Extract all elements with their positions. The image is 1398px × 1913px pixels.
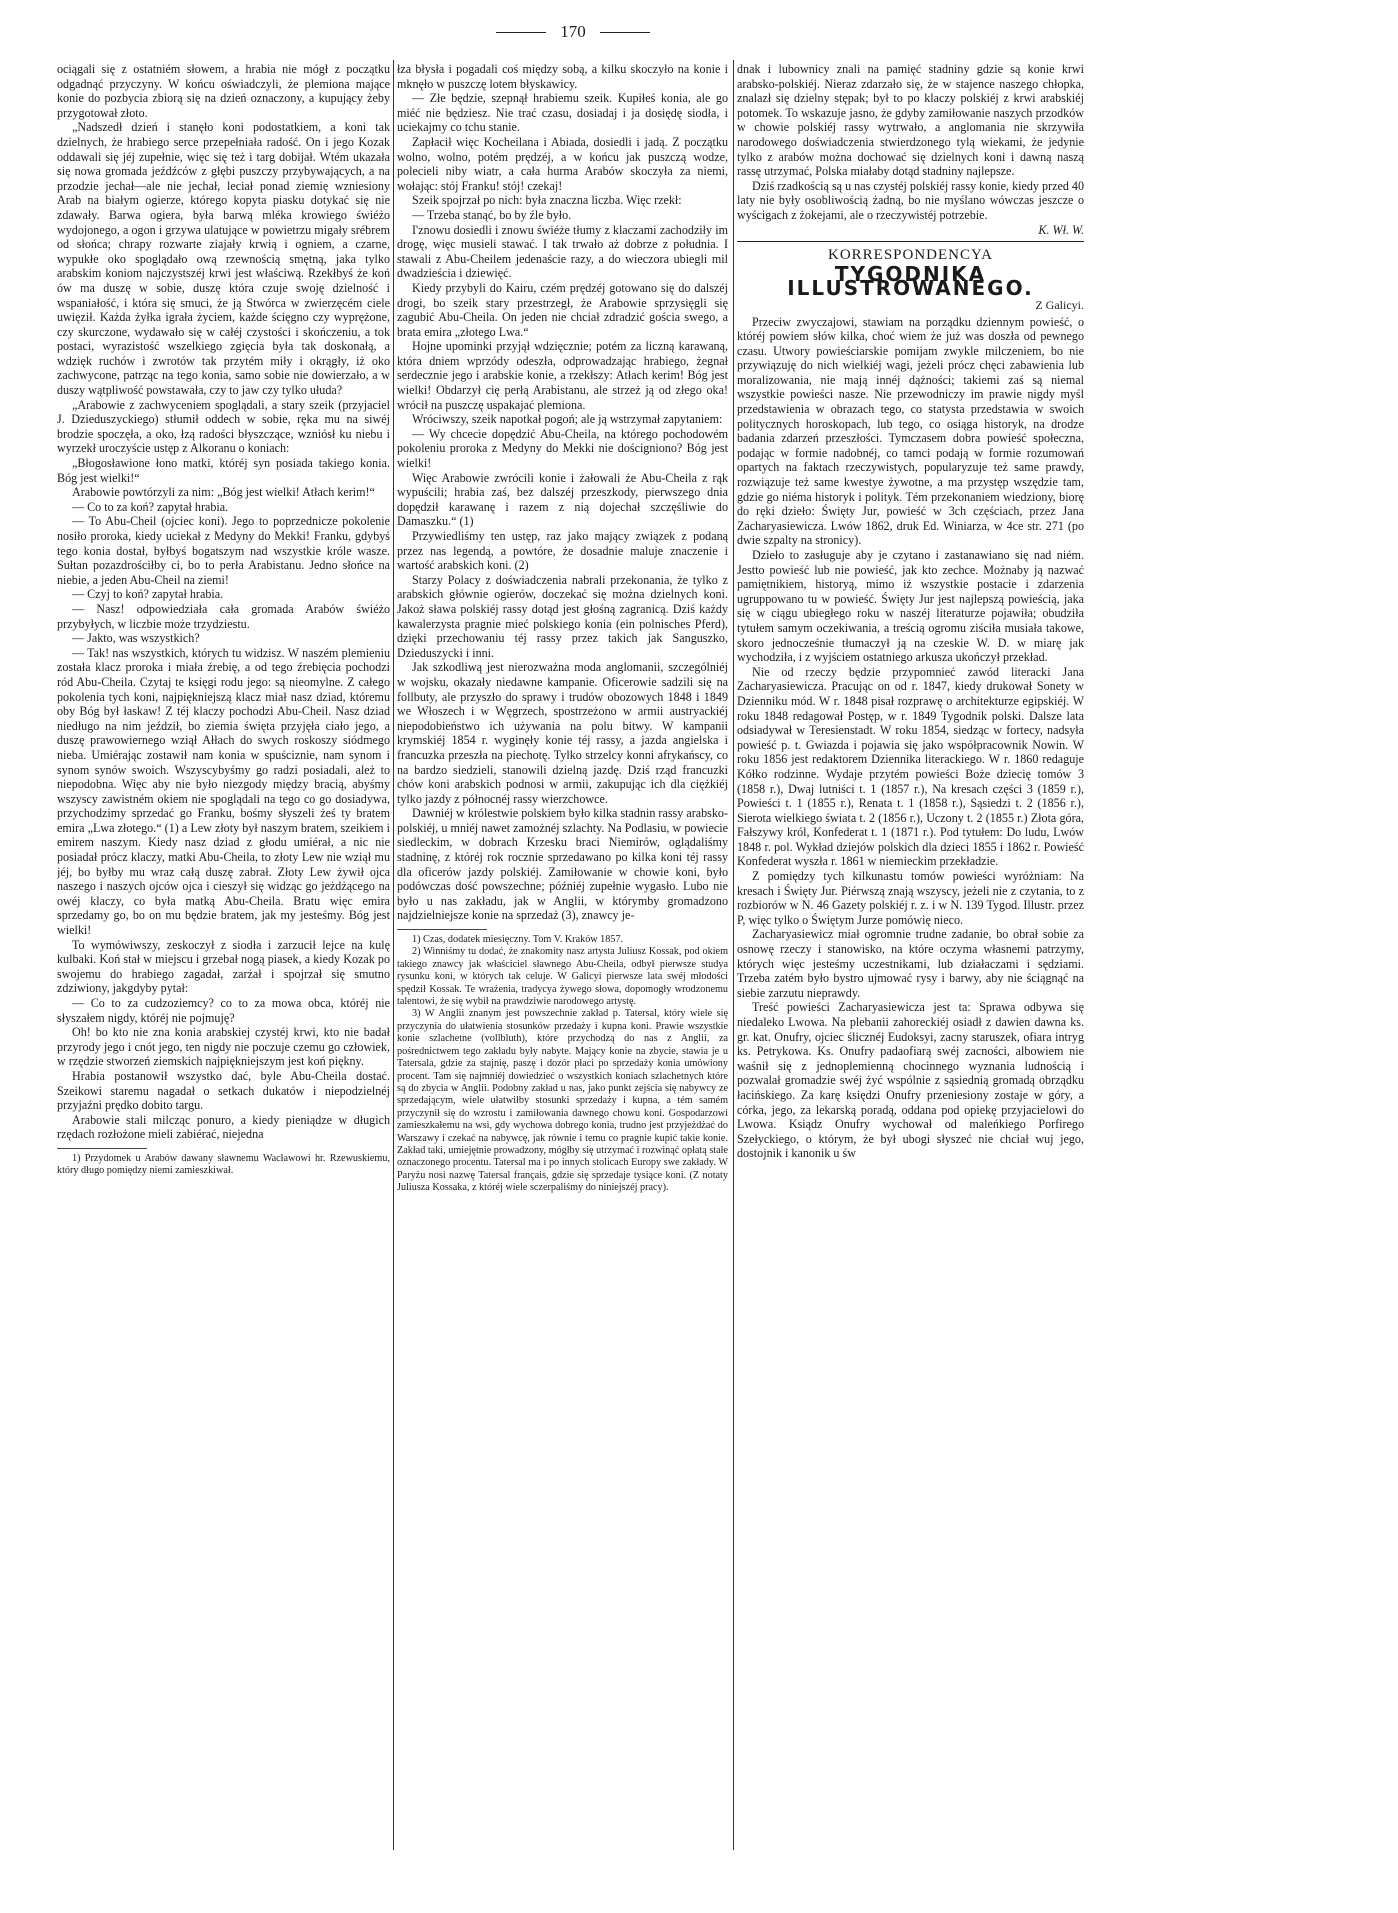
column-divider bbox=[393, 60, 394, 1850]
paragraph: Dziś rzadkością są u nas czystéj polskiéj rassy konie, kiedy przed 40 laty nie były osobliwością żadną, bo nie myślano wówczas jeszcze o wyścigach z żokejami, ale o rzeczywistéj potrzebie. bbox=[737, 178, 1084, 222]
section-rule bbox=[737, 241, 1084, 242]
footnote: 2) Winniśmy tu dodać, że znakomity nasz artysta Juliusz Kossak, pod okiem takiego znawcy jak właściciel sławnego Abu-Cheila, odbył pierwsze studya rysunku koni, w których tak celuje. W Galicyi pierwsze lata swéj młodości spędził Kossak. Te wrażenia, tradycya żywego słowa, dopomogły wrodzonemu talentowi, że się wybił na prawdziwie narodowego artystę. bbox=[397, 946, 728, 1008]
footnote: 3) W Anglii znanym jest powszechnie zakład p. Tatersal, który wiele się przyczynia do ułatwienia stosunków przedaży i kupna koni. Prawie wszystkie konie szlachetne (vollbluth), które przychodzą do nas z Anglii, za pośrednictwem tego zakładu były nabyte. Mający konie na zbycie, stawia je u Tatersala, gdzie za stajnię, paszę i dozór płaci po sprzedaży konia umówiony procent. Tam się najmniéj dowiedzieć o wszystkich koniach szlachetnych które są do zbycia w Anglii. Podobny zakład u nas, jako punkt zejścia się nabywcy ze sprzedającym, wiele ułatwiłby stosunki sprzedaży i kupna, a tém samém przyczynił się do wzrostu i zamiłowania dawnego chowu koni. Gospodarzowi zamieszkałemu na wsi, gdy wychowa dobrego konia, trudno jest przyjeżdżać do Warszawy i czekać na nabywcę, jak równie i temu co pragnie kupić takie konie. Zakład taki, umiejętnie prowadzony, mógłby się utrzymać i rozwinąć opłatą stałe oznaczonego procentu. Tatersal ma i po innych stolicach Europy swe zakłady. W Paryżu nosi nazwę Tatersal français, gdzie się sprzedaje tysiące koni. (Z notaty Juliusza Kossaka, z któréj wiele sczerpaliśmy do niniejszéj pracy). bbox=[397, 1008, 728, 1194]
paragraph: — Nasz! odpowiedziała cała gromada Arabów świéżo przybyłych, w liczbie może trzydziestu. bbox=[57, 601, 390, 631]
paragraph: — Trzeba stanąć, bo by źle było. bbox=[412, 207, 572, 222]
paragraph: To wymówiwszy, zeskoczył z siodła i zarzucił lejce na kulę kulbaki. Koń stał w miejscu i grzebał nogą piasek, a kiedy Kozak po swojemu do hrabiego zagadał, zarżał i spojrzał się smutno zdziwiony, jakgdyby pytał: bbox=[57, 937, 390, 996]
column-2 bbox=[397, 62, 728, 1842]
paragraph: Nie od rzeczy będzie przypomnieć zawód literacki Jana Zacharyasiewicza. Pracując on od r. 1847, kiedy drukował Sonety w Dzienniku mód. W r. 1848 pisał rozprawę o architekturze egipskiéj. W roku 1848 redagował Postęp, w r. 1849 Tygodnik polski. Dalsze lata odsiadywał w Teresienstadt. W roku 1854, siedząc w fortecy, nadsyła powieść p. t. Gwiazda i pojawia się jako współpracownik Nowin. W roku 1856 jest redaktorem Dziennika literackiego. W r. 1860 redaguje Kółko rodzinne. Wydaje przytém powieści Boże dziecię tomów 3 (1858 r.), Dwaj lutniści t. 1 (1857 r.), Na kresach części 3 (1859 r.), Powieści t. 1 (1855 r.), Renata t. 1 (1858 r.), Sąsiedzi t. 2 (1856 r.), Sierota wielkiego świata t. 2 (1856 r.), Uczony t. 2 (1855 r.) Złota góra, Fałszywy król, Konfederat t. 1 (1871 r.). Pod tytułem: Do ludu, Lwów 1848 r. pol. Wykład dziejów polskich dla dzieci 1855 i 1862 r. Powieść Konfederat wyszła r. 1861 w niemieckim przekładzie. bbox=[737, 664, 1084, 869]
paragraph: — Czyj to koń? zapytał hrabia. bbox=[72, 587, 224, 602]
paragraph: Z pomiędzy tych kilkunastu tomów powieści wyróżniam: Na kresach i Święty Jur. Piérwszą znają wszyscy, jeżeli nie z czytania, to z rozbiorów w N. 46 Gazety polskiéj r. z. i w N. 139 Tygod. Illustr. przez P, więc tylko o Świętym Jurze pomówię nieco. bbox=[737, 869, 1084, 927]
paragraph: Kiedy przybyli do Kairu, czém prędzéj gotowano się do dalszéj drogi, bo szeik stary przestrzegł, że Arabowie sprzysięgli się zagubić Abu-Cheila. On jeden nie chciał zdradzić gościa swego, a brata emira „złotego Lwa.“ bbox=[397, 280, 728, 339]
paragraph: Dzieło to zasługuje aby je czytano i zastanawiano się nad niém. Jestto powieść lub nie powieść, jak kto zechce. Możnaby ją nazwać pamiętnikiem, historyą, mimo iż wszystkie postacie i zdarzenia ugruppowano tu w powieść. Święty Jur jest najlepszą powieścią, jaka się w ciągu ubiegłego roku w naszéj literaturze pojawiła; obudziła tytułem samym oczekiwania, a treścią ogromu ziściła musiała takowe, skoro jednocześnie tłumaczył ją na czeskie W. D. w miarę jak wychodziła, i z wyjściem ostatniego arkusza ukończył przekład. bbox=[737, 548, 1084, 665]
paragraph: Szeik spojrzał po nich: była znaczna liczba. Więc rzekł: bbox=[412, 193, 682, 208]
paragraph: Dawniéj w królestwie polskiem było kilka stadnin rassy arabsko-polskiéj, u mniéj nawet zamożnéj szlachty. Na Podlasiu, w powiecie siedleckim, w dobrach Krzesku braci Niemirów, oglądaliśmy stadninę, z któréj rok rocznie sprzedawano po kilka koni téj rassy dla oficerów jazdy polskiéj. Zamiłowanie w chowie koni, było podówczas dość powszechne; późniéj zupełnie wygasło. Lubo nie było u nas zakładu, jak w Anglii, w którymby gromadzono najdzielniejsze konie na sprzedaż (3), znawcy je- bbox=[397, 806, 728, 923]
paragraph: — Jakto, was wszystkich? bbox=[72, 631, 200, 646]
section-heading: KORRESPONDENCYA bbox=[827, 247, 994, 264]
paragraph: — Złe będzie, szepnął hrabiemu szeik. Kupiłeś konia, ale go miéć nie będziesz. Nie trać czasu, dosiadaj i ja dosiędę siodła, i uciekajmy co tchu stanie. bbox=[397, 91, 728, 135]
paragraph: Oh! bo kto nie zna konia arabskiej czystéj krwi, kto nie badał przyrody jego i cnót jego, ten nigdy nie poczuje czemu go człowiek, w rzędzie stworzeń ziemskich najpiękniejszym jest koń piękny. bbox=[57, 1025, 390, 1069]
paragraph: Zacharyasiewicz miał ogromnie trudne zadanie, bo obrał sobie za osnowę rzeczy i stanowisko, na które oczyma własnemi patrzymy, których więc jesteśmy uczestnikami, lub działaczami i sędziami. Trzeba zatém było bystro ujmować rysy i barwy, aby nie ściągnąć na siebie zarzutu nieprawdy. bbox=[737, 927, 1084, 1000]
paragraph: Więc Arabowie zwrócili konie i żałowali że Abu-Cheila z rąk wypuścili; hrabia zaś, bez dalszéj przeszkody, pierwszego dnia dopędził karawanę i razem z nią dojechał szczęśliwie do Damaszku.“ (1) bbox=[397, 470, 728, 529]
paragraph: — Co to za koń? zapytał hrabia. bbox=[72, 499, 229, 514]
header-rule-left bbox=[496, 32, 546, 33]
paragraph: ociągali się z ostatniém słowem, a hrabia nie mógł z początku odgadnąć przyczyny. W końcu oświadczyli, że plemiona mające konie do pozbycia zbiorą się na dzień oznaczony, a kupujący żeby przygotował złoto. bbox=[57, 62, 390, 120]
footnote: 1) Przydomek u Arabów dawany sławnemu Wacławowi hr. Rzewuskiemu, który długo pomiędzy niemi zamieszkiwał. bbox=[57, 1152, 390, 1177]
paragraph: — Wy chcecie dopędzić Abu-Cheila, na którego pochodowém pokoleniu proroka z Medyny do Mekki nie dościgniono? Bóg jest wielki! bbox=[397, 426, 728, 471]
column-1 bbox=[57, 62, 390, 1858]
paragraph: łza błysła i pogadali coś między sobą, a kilku skoczyło na konie i mknęło w puszczę lotem błyskawicy. bbox=[397, 62, 728, 91]
paragraph: I'znowu dosiedli i znowu świéże tłumy z klaczami zachodziły im drogę, więc musieli stawać. I tak trwało aż dobrze z południa. I stawali z Abu-Cheilem jedenaście razy, a do wieczora ubiegli mil dwadzieścia i dziewięć. bbox=[397, 222, 728, 281]
footnote-rule bbox=[397, 929, 487, 930]
dateline: Z Galicyi. bbox=[1035, 297, 1084, 312]
paragraph: Zapłacił więc Kocheilana i Abiada, dosiedli i jadą. Z początku wolno, wolno, potém prędzéj, a w końcu jak puszczą wodze, polecieli niby wiatr, a cała hurma Arabów skoczyła za niemi, wołając: stój Franku! stój! czekaj! bbox=[397, 134, 728, 193]
paragraph: Arabowie stali milcząc ponuro, a kiedy pieniądze w długich rzędach rozłożone mieli zabiérać, niejedna bbox=[57, 1112, 390, 1142]
page-header bbox=[0, 22, 1146, 42]
page-number: 170 bbox=[560, 22, 586, 41]
paragraph: „Nadszedł dzień i stanęło koni podostatkiem, a koni tak dzielnych, że hrabiego serce przepełniała radość. On i jego Kozak oddawali się jéj zupełnie, więc się też i targ dobijał. Wtém ukazała się nowa gromada jeźdźców z głębi puszczy przybywających, a na przodzie jechał—ale nie jechał, leciał ponad ziemię wzniesiony Arab na białym ogierze, którego kopyta piasku dotykać się nie zdawały. Barwa ogiera, była barwą mléka krowiego świéżo wydojonego, a ogon i grzywa ulatujące w powietrzu migały srébrem od słońca; chrapy rozwarte ziajały krwią i ogniem, a czarne, wypukłe oko spoglądało ową rzewnością smętną, jaka tylko arabskim koniom najczystszéj krwi jest właściwą. Rzekłbyś że koń ów ma duszę w sobie, duszę która czuje swoję dzielność i wspaniałość, i która się smuci, że ją Stwórca w zwierzęcém ciele uwięził. Każda żyłka igrała życiem, każde ścięgno czy wyprężone, czy skurczone, wydawało się w całéj czystości i skończeniu, a tok postaci, wyrazistość wszelkiego zgięcia była tak doskonałą, a wdzięk ruchów i zwrotów tak przytém miły i okrągły, iż oko zachwycone, patrząc na tego konia, samo sobie nie dowierzało, a w duszy wątpliwość powstawała, czy to jaw czy tylko ułuda? bbox=[57, 120, 390, 398]
section-masthead: TYGODNIKA ILLUSTROWANEGO. bbox=[787, 261, 1034, 301]
column-divider bbox=[733, 60, 734, 1850]
paragraph: Jak szkodliwą jest nierozważna moda anglomanii, szczególniéj w wojsku, okazały niedawne kampanie. Oficerowie sadzili się na follbuty, ale przyszło do sprawy i trudów obozowych 1848 i 1849 we Włoszech i w Węgrzech, spostrzeżono w armii austryackiéj niepodobieństwo ich używania na polu bitwy. W kampanii krymskiéj 1854 r. wyginęły konie téj rassy, a jazda angielska i francuzka przeszła na piechotę. Tylko strzelcy konni afrykańscy, co na bardzo siedzieli, stanowili dzielną jazdę. Dziś rząd francuzki chów koni arabskich podnosi w armii, zakupując ich dla ciężkiéj tylko jazdy z północnéj rassy wierzchowce. bbox=[397, 660, 728, 806]
paragraph: — Tak! nas wszystkich, których tu widzisz. W naszém plemieniu została klacz proroka i miała źrebię, a od tego źrebięcia pochodzi ród Abu-Cheila. Czytaj te księgi rodu jego: są nieomylne. Z całego pokolenia tych koni, najpiękniejszą klacz miał nasz dziad, któremu oby Bóg był łaskaw! Z téj klaczy pochodzi Abu-Cheil. Nasz dziad niedługo na nim jeździł, bo ziemia święta przyjęła ciało jego, a duszę prawowiernego wziął Ałłach do swych roskoszy siódmego nieba. Umiérając zostawił nam konia w spuściznie, nam synom i synom synów swoich. Wszyscybyśmy go radzi posiadali, ależ to niepodobna. Więc aby nie było niezgody między bracią, abyśmy wszyscy zawistném okiem nie spoglądali na tego co go dosiadywa, przychodzimy sprzedać go Franku, bośmy słyszeli żeś ty bratem emira „Lwa złotego.“ (1) a Lew złoty był naszym bratem, szeikiem i emirem naszym. Kiedy nasz dziad z głodu umiérał, a nic nie posiadał prócz klaczy, matki Abu-Cheila, to złoty Lew nie wziął mu jéj, bo byłby mu wraz całą duszę zabrał. Złoty Lew żywił ojca naszego i naszych ojców ojca i cieszył się widząc go jeżdżącego na owéj klaczy, co była matką Abu-Cheila. Bratu więc emira sprzedamy go, bo on mu będzie bratem, jak my jesteśmy. Bóg jest wielki! bbox=[57, 645, 390, 938]
paragraph: Wróciwszy, szeik napotkał pogoń; ale ją wstrzymał zapytaniem: bbox=[412, 412, 723, 427]
paragraph: Hrabia postanowił wszystko dać, byle Abu-Cheila dostać. Szeikowi staremu nagadał o setkach dukatów i niepodzielnéj przyjaźni prędko dobito targu. bbox=[57, 1068, 390, 1113]
paragraph: Przeciw zwyczajowi, stawiam na porządku dziennym powieść, o któréj powiem słów kilka, choć wiem że już was doszła od pewnego czasu. Utwory powieściarskie pomijam zwykle milczeniem, bo nie przywiązuję do nich wielkiéj wagi, jeżeli prócz chęci zabawienia lub moralizowania, nie mają innéj dążności; takiemi zaś są niemal wszystkie powieści nasze. Nie przewodniczy im prawie nigdy myśl przedstawienia w obrazach tego, co statysta przedstawia w swoich politycznych horoskopach, lub tego, co osiąga historyk, na drodze badania zdarzeń przeszłości. Tymczasem dobra powieść społeczna, podając w formie nadobnéj, co tamci podają w formie rozumowań opartych na faktach rzeczywistych, popularyzuje też same prawdy, rozwiązuje też same kwestye żywotne, a ma przystęp wszędzie tam, gdzie go niéma historyk i polityk. Tém przekonaniem wiedziony, biorę do ręki dzieło: Święty Jur, powieść w 3ch częściach, przez Jana Zacharyasiewicza. Lwów 1862, druk Ed. Winiarza, w 4ce str. 271 (po dwie szpalty na stronicy). bbox=[737, 314, 1084, 548]
paragraph: Arabowie powtórzyli za nim: „Bóg jest wielki! Atłach kerim!“ bbox=[72, 485, 375, 500]
footnote: 1) Czas, dodatek miesięczny. Tom V. Kraków 1857. bbox=[412, 934, 624, 946]
paragraph: „Błogosławione łono matki, któréj syn posiada takiego konia. Bóg jest wielki!“ bbox=[57, 456, 390, 485]
paragraph: — Co to za cudzoziemcy? co to za mowa obca, któréj nie słyszałem nigdy, któréj nie pojmuję? bbox=[57, 996, 390, 1025]
column-3 bbox=[737, 62, 1084, 1842]
paragraph: Hojne upominki przyjął wdzięcznie; potém za liczną karawaną, która dniem wprzódy odeszła, odprowadzając hrabiego, żegnał serdecznie jego i arabskie konie, a rzekłszy: Atłach kerim! Bóg jest wielki! Obdarzył cię perłą Arabistanu, ale strzeż ją od złego oka! wrócił na puszczę uspakajać plemiona. bbox=[397, 339, 728, 412]
paragraph: Starzy Polacy z doświadczenia nabrali przekonania, że tylko z arabskich głównie ogierów, doczekać się można dzielnych koni. Jakoż sława polskiéj rassy dotąd jest głośną zagranicą. Dziś każdy kawalerzysta pragnie mieć polskiego konia (ein polnisches Pferd), dzięki przechowaniu téj rassy przez takich jak Sanguszko, Dzieduszycki i inni. bbox=[397, 572, 728, 660]
paragraph: dnak i lubownicy znali na pamięć stadniny gdzie są konie krwi arabsko-polskiéj. Nieraz zdarzało się, że w stajence naszego chłopka, znalazł się dzielny stępak; był to po klaczy polskiéj z krwi arabskiéj potomek. To wskazuje jasno, że gdyby zamiłowanie naszych przodków w chowie polskiéj rassy wytrwało, a anglomania nie skrzywiła narodowego doświadczenia stwierdzonego tylą wiekami, że jedynie tylko z arabów można dochować się dzielnych koni i dawną naszą rassę utrzymać, Polska miałaby dotąd stadniny najlepsze. bbox=[737, 62, 1084, 179]
paragraph: Treść powieści Zacharyasiewicza jest ta: Sprawa odbywa się niedaleko Lwowa. Na plebanii zahoreckiéj osiadł z dawien dawna ks. gr. kat. Onufry, ojciec ślicznéj Eudoksyi, zacny staruszek, ofiara intryg ks. Petrykowa. Ks. Onufry padaofiarą swéj zacności, albowiem nie waśnił się z jednoplemienną chocinnego wyznania ludnością i pozwalał gromadzie swéj żyć wspólnie z sąsiednią gromadą obrządku łacińskiego. Za karę księdzi Onufry przeniesiony zostaje w góry, a córka, jego, za lekarską poradą, oddana pod opiekę przyjacielowi do Lwowa. Ksiądz Onufry wychował od maleńkiego Porfirego Szełyckiego, o którym, że był ubogi słyszeć nie chciał wuj jego, dostojnik i kanonik u św bbox=[737, 1000, 1084, 1161]
header-rule-right bbox=[600, 32, 650, 33]
paragraph: „Arabowie z zachwyceniem spoglądali, a stary szeik (przyjaciel J. Dzieduszyckiego) stłumił oddech w sobie, ręka mu na siwéj brodzie spoczęła, a oko, łzą radości błyszczące, wzniósł ku niebu i wyrzekł uroczyście ustęp z Alkoranu o koniach: bbox=[57, 397, 390, 456]
paragraph: Przywiedliśmy ten ustęp, raz jako mający związek z podaną przez nas legendą, a powtóre, że dosadnie maluje znaczenie i wartość arabskich koni. (2) bbox=[397, 529, 728, 573]
footnote-rule bbox=[57, 1148, 147, 1149]
author-signature: K. Wł. W. bbox=[1038, 222, 1084, 237]
paragraph: — To Abu-Cheil (ojciec koni). Jego to poprzednicze pokolenie nosiło proroka, kiedy uciekał z Medyny do Mekki! Franku, gdybyś tego konia dostał, byłbyś bogatszym nad wszystkie króle wasze. Sułtan pozazdrościłby ci, bo to perła Arabistanu. Jedno słońce na niebie, a jeden Abu-Cheil na ziemi! bbox=[57, 514, 390, 587]
